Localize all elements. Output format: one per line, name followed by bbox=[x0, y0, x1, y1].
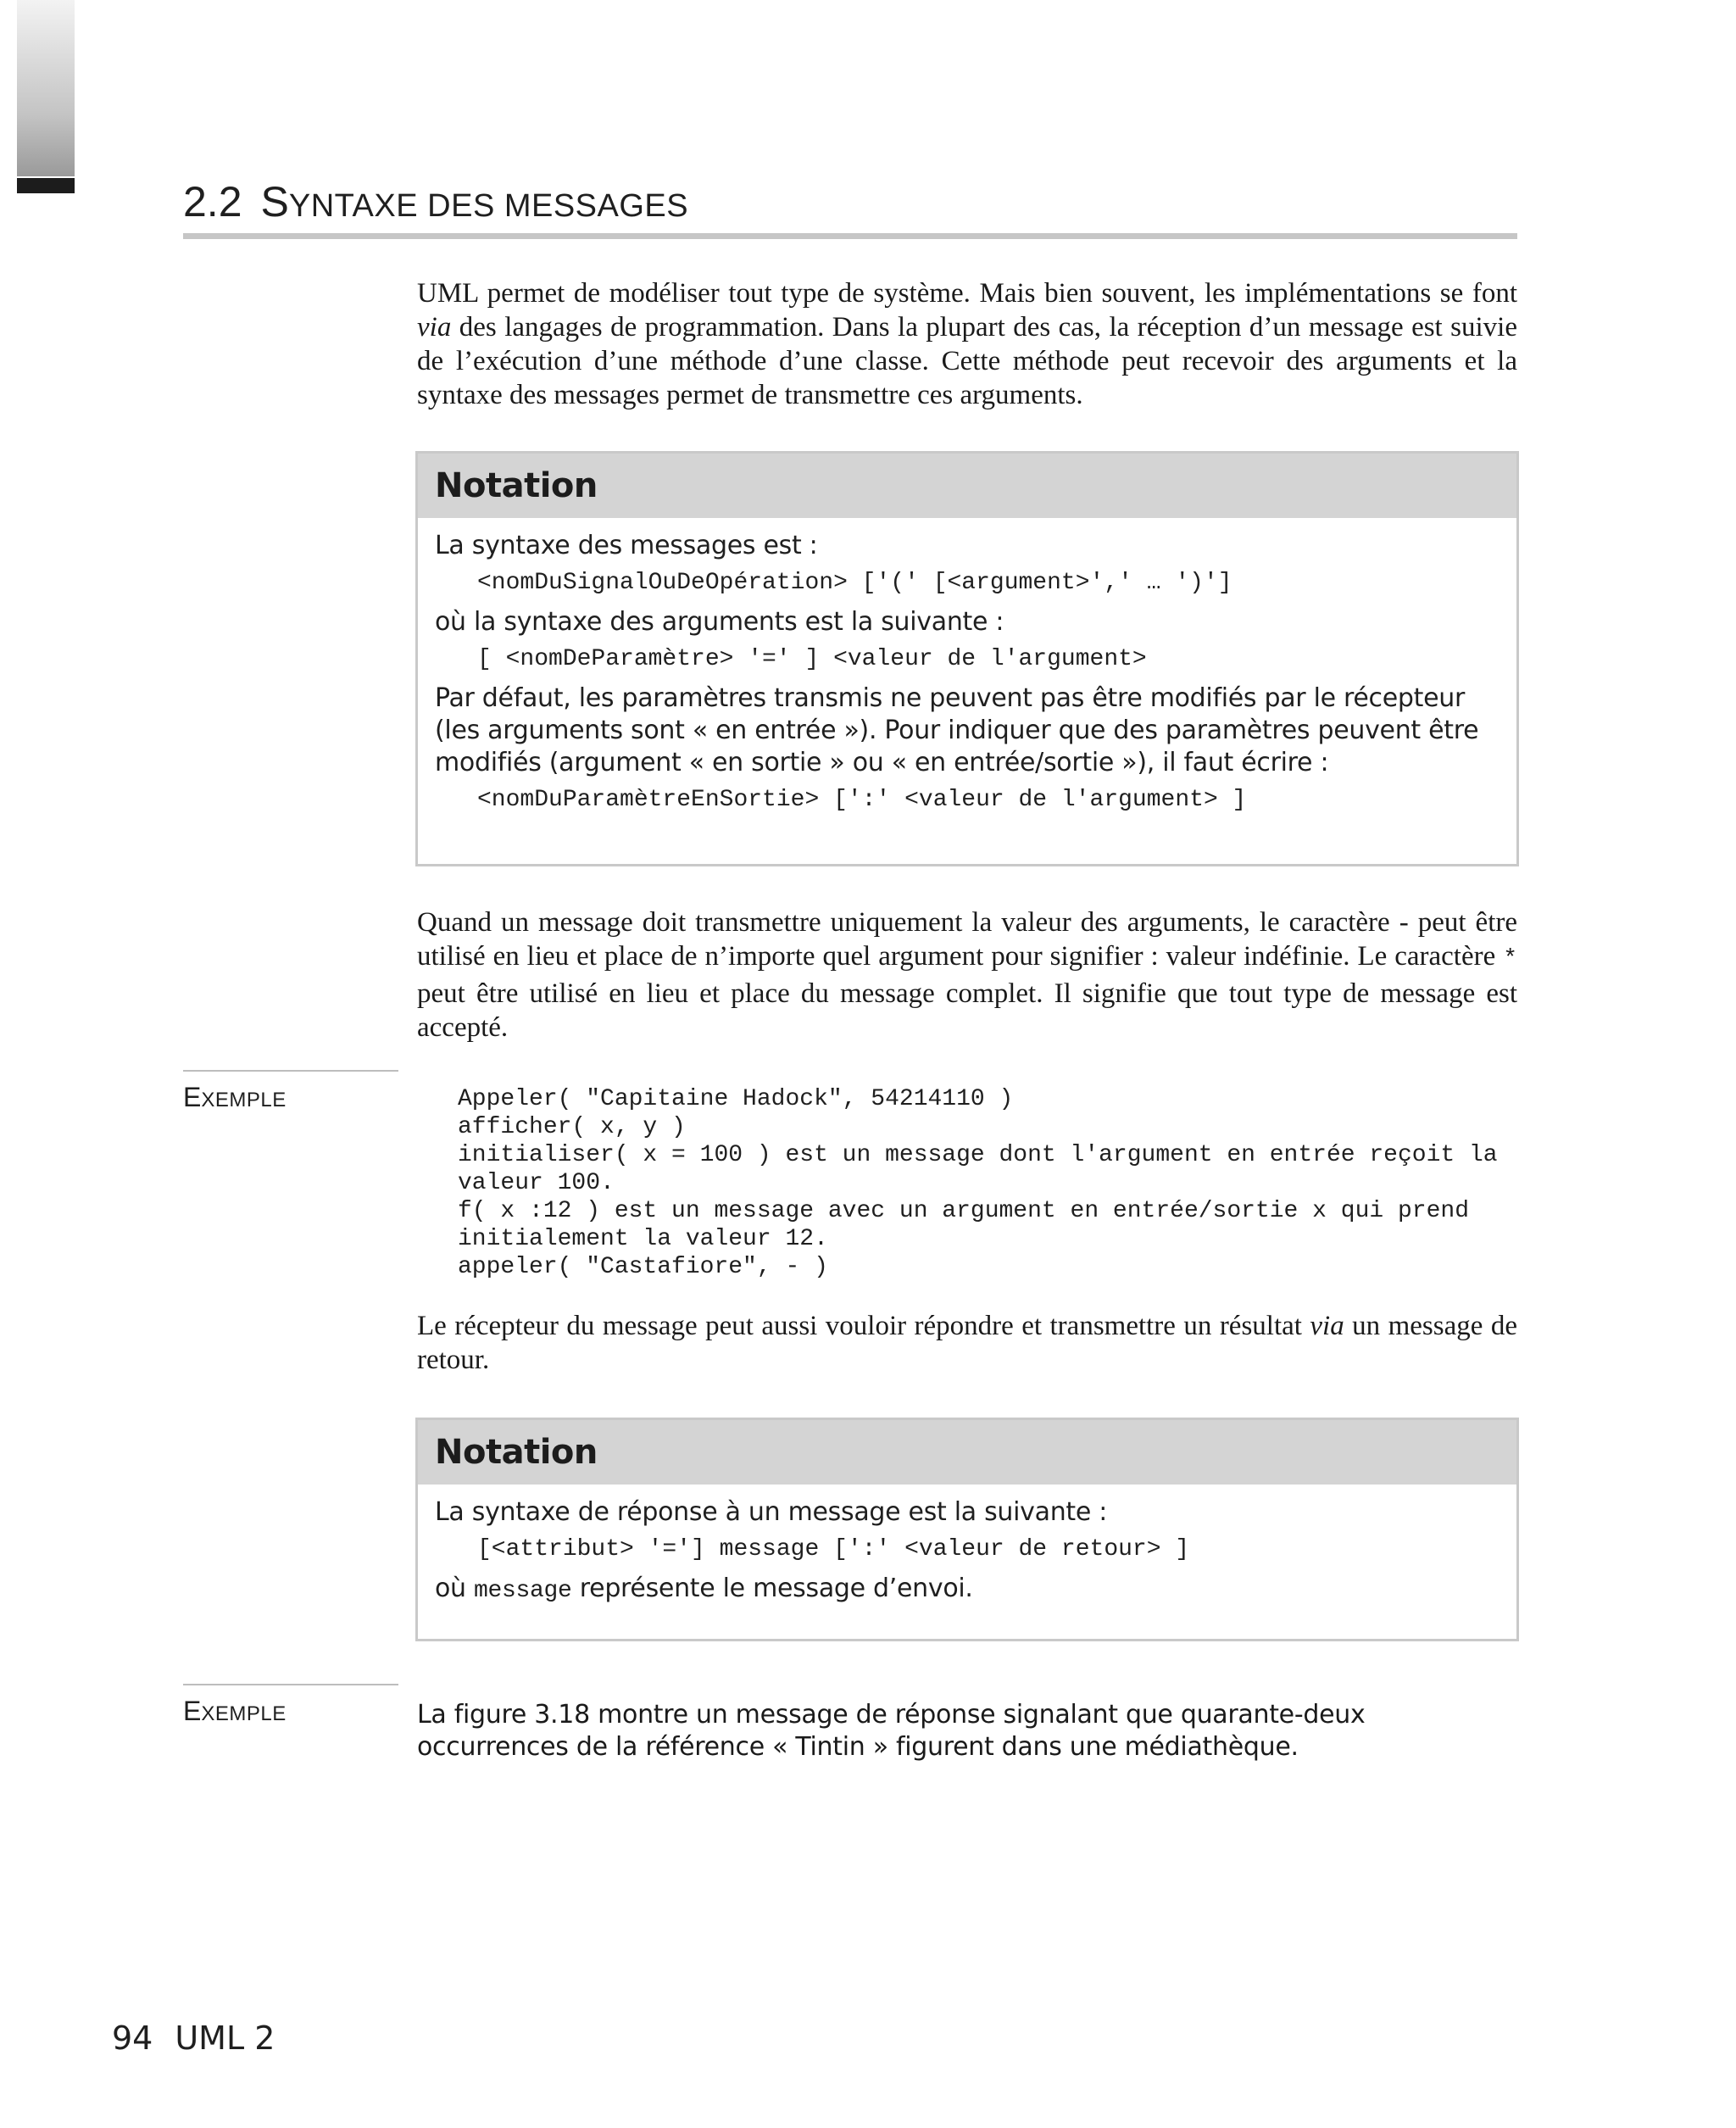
values-text-c: peut être utilisé en lieu et place du message complet. Il signifie que tout type de message est accepté. bbox=[417, 978, 1517, 1043]
notation-text: Par défaut, les paramètres transmis ne peuvent pas être modifiés par le récepteur (les arguments sont « en entrée »). Pour indiquer que des paramètres peuvent être modifiés (argument « en sortie » ou « en entrée/sortie »), il faut écrire : bbox=[435, 683, 1479, 777]
notation-body bbox=[418, 518, 1516, 816]
intro-via: via bbox=[417, 312, 452, 343]
values-text-b: peut être utilisé en lieu et place de n’importe quel argument pour signifier : valeur indéfinie. Le caractère bbox=[417, 907, 1517, 972]
example-label-rest: XEMPLE bbox=[201, 1702, 287, 1725]
notation-text bbox=[435, 1573, 1500, 1607]
notation-box-reply-syntax bbox=[415, 1418, 1519, 1641]
reply-text-a: Le récepteur du message peut aussi vouloir répondre et transmettre un résultat bbox=[417, 1311, 1310, 1341]
example-code-block bbox=[458, 1085, 1517, 1281]
notation-code: <nomDuParamètreEnSortie> [':' <valeur de l'argument> ] bbox=[477, 787, 1247, 813]
notation-code: <nomDuSignalOuDeOpération> ['(' [<argument>',' … ')'] bbox=[477, 570, 1232, 596]
notation-body bbox=[418, 1485, 1516, 1607]
argument-values-paragraph bbox=[417, 905, 1517, 1045]
intro-paragraph bbox=[417, 276, 1517, 412]
intro-text-a: UML permet de modéliser tout type de système. Mais bien souvent, les implémentations se font bbox=[417, 278, 1517, 309]
code-line: initialiser( x = 100 ) est un message dont l'argument en entrée reçoit la bbox=[458, 1142, 1498, 1168]
intro-text-b: des langages de programmation. Dans la plupart des cas, la réception d’un message est suivie de l’exécution d’une méthode d’une classe. Cette méthode peut recevoir des arguments et la syntaxe des messages permet de transmettre ces arguments. bbox=[417, 312, 1517, 410]
notation-text: où la syntaxe des arguments est la suivante : bbox=[435, 607, 1004, 637]
section-title-rest: YNTAXE DES MESSAGES bbox=[288, 188, 689, 224]
reply-text-b: un message de retour. bbox=[417, 1311, 1517, 1375]
book-title: UML 2 bbox=[175, 2019, 275, 2057]
page-number: 94 bbox=[112, 2019, 153, 2057]
reply-via: via bbox=[1310, 1311, 1344, 1341]
code-line: f( x :12 ) est un message avec un argument en entrée/sortie x qui prend bbox=[458, 1198, 1469, 1224]
code-line: initialement la valeur 12. bbox=[458, 1226, 828, 1252]
example-label bbox=[183, 1082, 287, 1113]
notation-text-b: représente le message d’envoi. bbox=[571, 1574, 973, 1603]
example-label-initial: E bbox=[183, 1696, 202, 1726]
notation-box-message-syntax bbox=[415, 451, 1519, 866]
example-label-initial: E bbox=[183, 1082, 202, 1112]
example-label-rest: XEMPLE bbox=[201, 1089, 287, 1111]
notation-title: Notation bbox=[418, 454, 1516, 518]
page-footer bbox=[112, 2018, 275, 2058]
notation-text: La syntaxe de réponse à un message est la suivante : bbox=[435, 1497, 1108, 1527]
star-character: * bbox=[1503, 946, 1517, 972]
notation-text: La syntaxe des messages est : bbox=[435, 531, 818, 560]
reply-paragraph bbox=[417, 1309, 1517, 1377]
example-label-rule bbox=[183, 1070, 398, 1072]
code-line: afficher( x, y ) bbox=[458, 1114, 686, 1140]
dash-character: - bbox=[1399, 907, 1409, 938]
code-line: valeur 100. bbox=[458, 1170, 615, 1196]
example-label bbox=[183, 1696, 287, 1727]
code-line: Appeler( "Capitaine Hadock", 54214110 ) bbox=[458, 1086, 1014, 1112]
values-text-a: Quand un message doit transmettre uniquement la valeur des arguments, le caractère bbox=[417, 907, 1399, 938]
notation-inline-code: message bbox=[474, 1578, 572, 1604]
code-line: appeler( "Castafiore", - ) bbox=[458, 1254, 828, 1280]
example-label-rule bbox=[183, 1684, 398, 1685]
chapter-thumb-tab bbox=[17, 0, 75, 176]
notation-text-a: où bbox=[435, 1574, 475, 1603]
notation-title: Notation bbox=[418, 1420, 1516, 1485]
section-number: 2.2 bbox=[183, 178, 242, 226]
notation-code: [ <nomDeParamètre> '=' ] <valeur de l'argument> bbox=[477, 646, 1147, 672]
section-heading-rule bbox=[183, 233, 1517, 239]
figure-reference-paragraph: La figure 3.18 montre un message de réponse signalant que quarante-deux occurrences de la référence « Tintin » figurent dans une médiathèque. bbox=[417, 1700, 1366, 1762]
chapter-thumb-tab-base bbox=[17, 178, 75, 193]
section-title-initial: S bbox=[260, 178, 289, 226]
section-heading bbox=[183, 176, 688, 231]
notation-code: [<attribut> '='] message [':' <valeur de retour> ] bbox=[477, 1536, 1190, 1563]
